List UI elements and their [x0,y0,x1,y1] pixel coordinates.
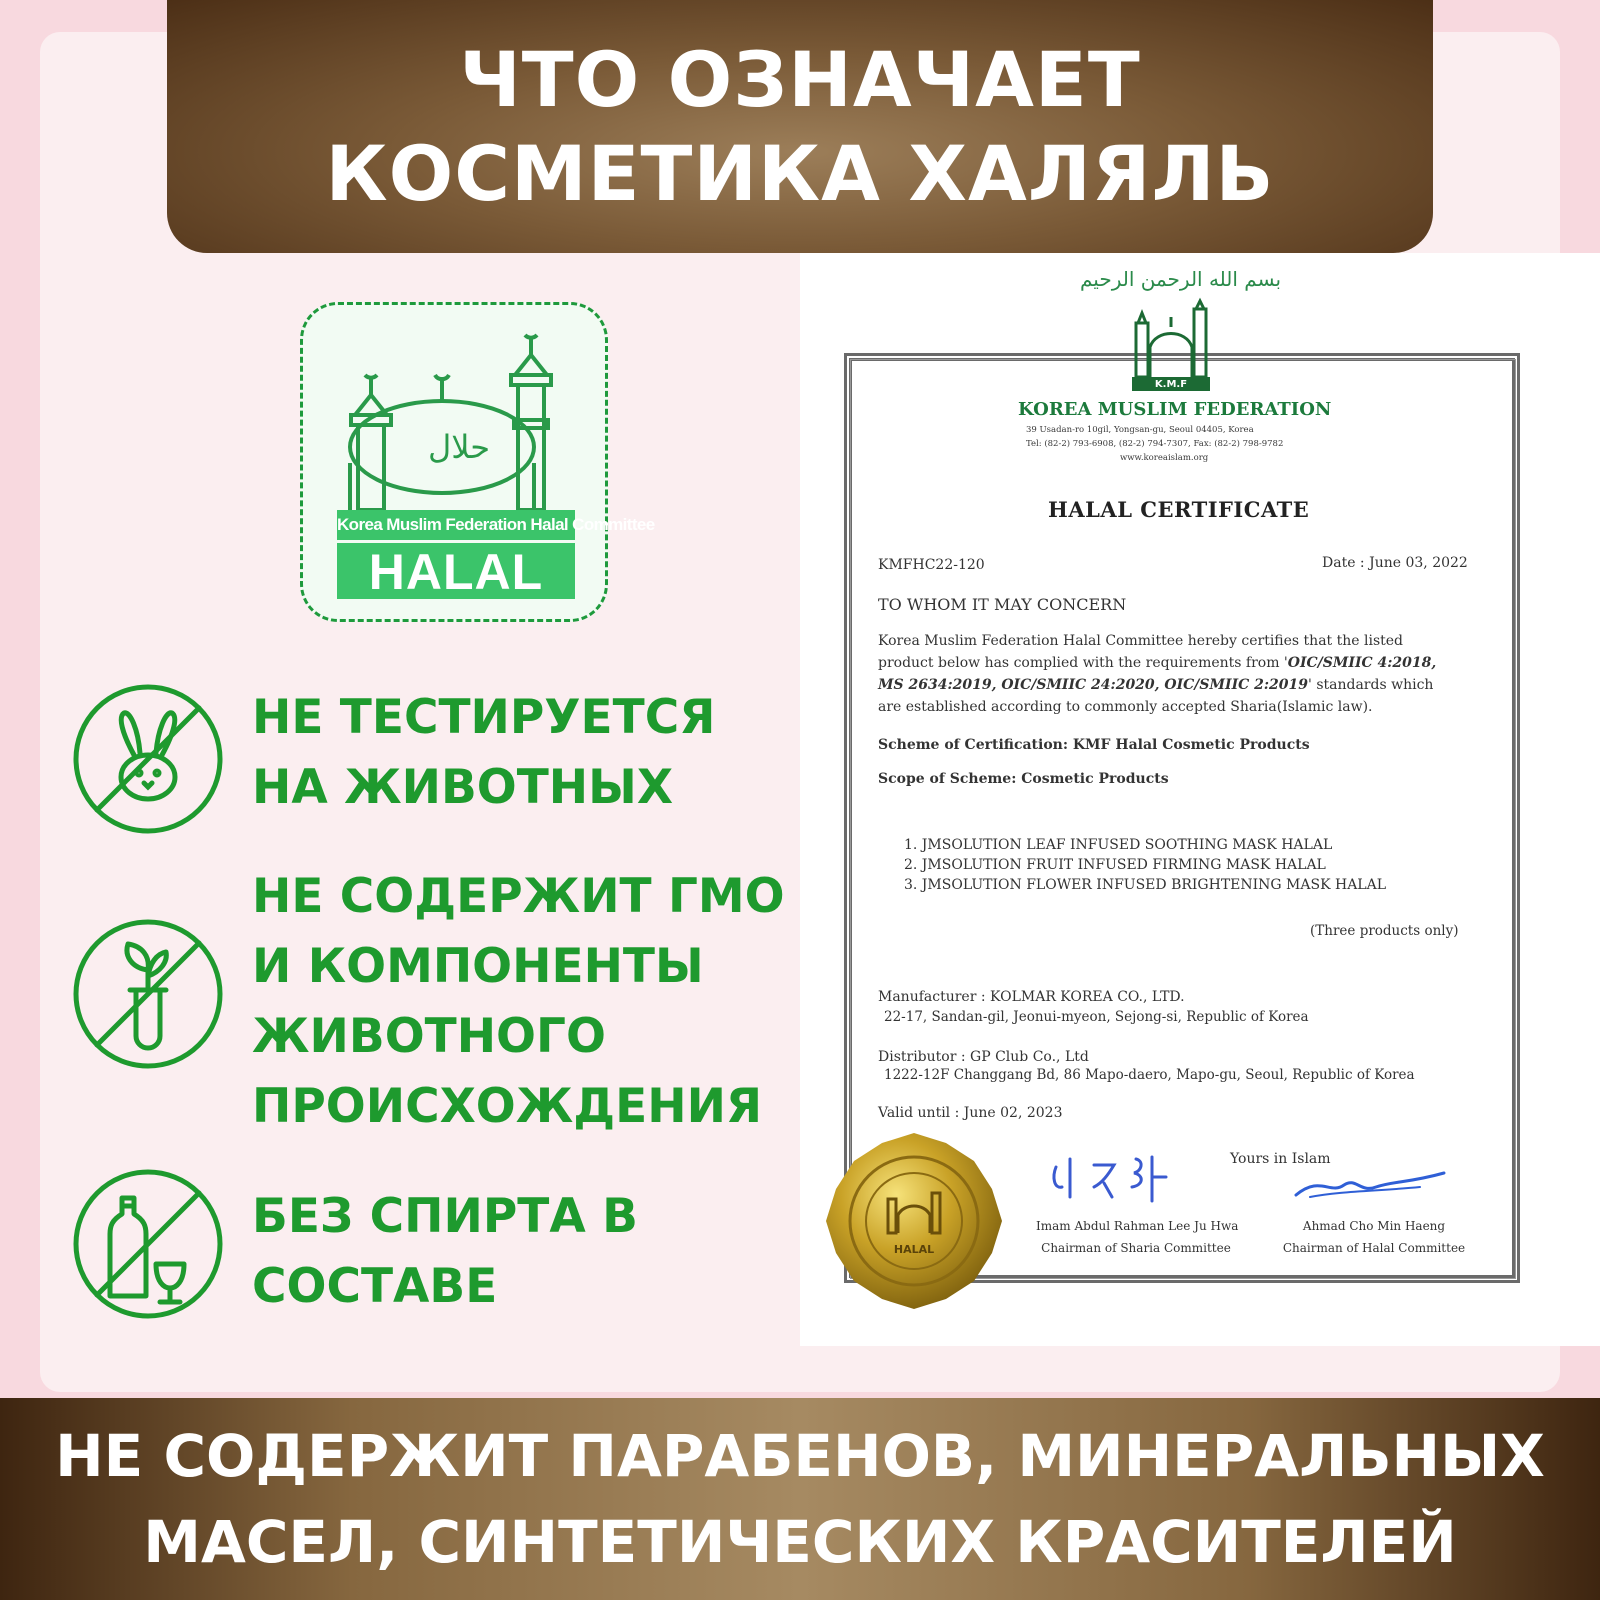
products-note: (Three products only) [1310,923,1459,939]
certificate-date: Date : June 03, 2022 [1322,555,1468,571]
product-item-2: 2. JMSOLUTION FRUIT INFUSED FIRMING MASK HALAL [904,857,1326,873]
logo-committee-text: Korea Muslim Federation Halal Committee [337,510,575,540]
feature-2-line-2: И КОМПОНЕНТЫ [252,939,704,994]
bismillah-text: بسم الله الرحمن الرحيم [1080,267,1282,291]
signatory-2-name: Ahmad Cho Min Haeng [1302,1219,1446,1233]
halal-logo [300,302,655,622]
signature-2-image [1290,1165,1450,1205]
feature-2-line-4: ПРОИСХОЖДЕНИЯ [252,1079,763,1134]
signatory-2-title: Chairman of Halal Committee [1282,1241,1466,1255]
distributor-address: 1222-12F Changgang Bd, 86 Mapo-daero, Mapo-gu, Seoul, Republic of Korea [884,1067,1415,1083]
distributor: Distributor : GP Club Co., Ltd [878,1049,1089,1065]
organization-phone: Tel: (82-2) 793-6908, (82-2) 794-7307, Fax: (82-2) 798-9782 [1026,439,1284,449]
signatory-1-name: Imam Abdul Rahman Lee Ju Hwa [1036,1219,1239,1233]
certificate-scheme: Scheme of Certification: KMF Halal Cosmetic Products [878,737,1310,753]
no-gmo-icon [72,918,224,1070]
feature-no-animal-testing [252,683,715,823]
feature-3-line-1: БЕЗ СПИРТА В [252,1189,638,1244]
product-item-3: 3. JMSOLUTION FLOWER INFUSED BRIGHTENING MASK HALAL [904,877,1387,893]
certificate-title: HALAL CERTIFICATE [1048,497,1310,522]
logo-halal-label: HALAL [337,543,575,599]
certificate-body-line-3: MS 2634:2019, OIC/SMIIC 24:2020, OIC/SMIIC 2:2019' standards which [878,677,1434,693]
header-line-1: ЧТО ОЗНАЧАЕТ [459,34,1141,124]
footer-line-2: МАСЕЛ, СИНТЕТИЧЕСКИХ КРАСИТЕЛЕЙ [143,1508,1457,1576]
kmf-badge-text: K.M.F [1154,379,1188,390]
logo-arabic-text: حلال [427,428,491,466]
header-banner [167,0,1433,253]
valid-until: Valid until : June 02, 2023 [878,1105,1063,1121]
product-item-1: 1. JMSOLUTION LEAF INFUSED SOOTHING MASK HALAL [904,837,1333,853]
manufacturer-address: 22-17, Sandan-gil, Jeonui-myeon, Sejong-si, Republic of Korea [884,1009,1309,1025]
footer-banner [0,1398,1600,1600]
feature-1-line-1: НЕ ТЕСТИРУЕТСЯ [252,690,716,745]
no-rabbit-icon [72,683,224,835]
certificate-body-line-4: are established according to commonly accepted Sharia(Islamic law). [878,699,1373,715]
signatory-1-title: Chairman of Sharia Committee [1041,1241,1231,1255]
signature-1-image [1048,1153,1198,1213]
organization-name: KOREA MUSLIM FEDERATION [1018,399,1332,420]
seal-label: HALAL [893,1243,935,1256]
manufacturer: Manufacturer : KOLMAR KOREA CO., LTD. [878,989,1185,1005]
certificate-body-line-2: product below has complied with the requirements from 'OIC/SMIIC 4:2018, [878,655,1437,671]
feature-2-line-3: ЖИВОТНОГО [252,1009,606,1064]
certificate-greeting: TO WHOM IT MAY CONCERN [878,595,1127,614]
closing-text: Yours in Islam [1230,1151,1331,1167]
certificate-scope: Scope of Scheme: Cosmetic Products [878,771,1169,787]
feature-no-alcohol [252,1182,638,1322]
gold-seal-icon [822,1129,1006,1313]
organization-website: www.koreaislam.org [1120,453,1209,463]
certificate-body-line-1: Korea Muslim Federation Halal Committee hereby certifies that the listed [878,633,1404,649]
footer-line-1: НЕ СОДЕРЖИТ ПАРАБЕНОВ, МИНЕРАЛЬНЫХ [55,1422,1545,1490]
feature-2-line-1: НЕ СОДЕРЖИТ ГМО [252,869,785,924]
organization-address: 39 Usadan-ro 10gil, Yongsan-gu, Seoul 04405, Korea [1026,425,1254,435]
certificate-number: KMFHC22-120 [878,557,985,573]
feature-3-line-2: СОСТАВЕ [252,1259,498,1314]
feature-1-line-2: НА ЖИВОТНЫХ [252,760,674,815]
halal-certificate [800,253,1600,1346]
no-alcohol-icon [72,1168,224,1320]
header-line-2: КОСМЕТИКА ХАЛЯЛЬ [325,128,1275,218]
feature-no-gmo [252,862,785,1142]
